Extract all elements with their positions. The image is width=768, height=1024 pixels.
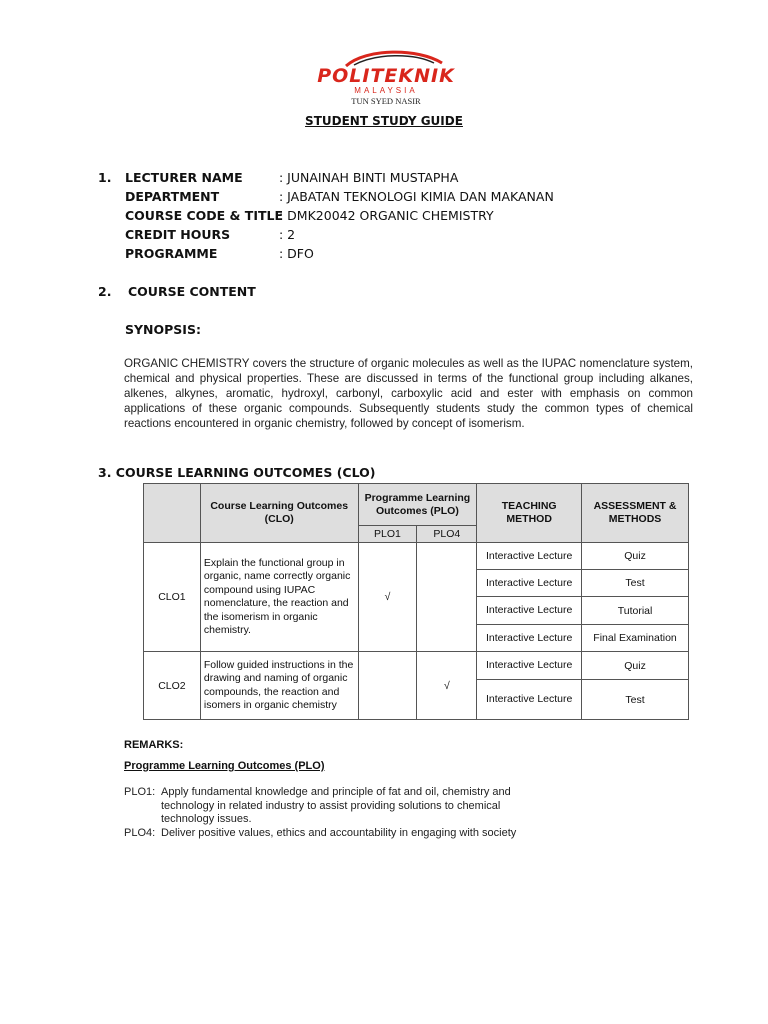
assessment-cell: Test	[582, 680, 689, 720]
section-2-number: 2.	[98, 284, 112, 299]
synopsis-label: SYNOPSIS:	[125, 322, 201, 337]
clo-heading: 3. COURSE LEARNING OUTCOMES (CLO)	[98, 465, 376, 480]
programme-value: : DFO	[279, 246, 314, 261]
teaching-method-cell: Interactive Lecture	[477, 597, 582, 625]
teaching-method-cell: Interactive Lecture	[477, 652, 582, 680]
credit-hours-value: : 2	[279, 227, 296, 242]
course-content-heading: COURSE CONTENT	[128, 284, 256, 299]
clo-header: Course Learning Outcomes (CLO)	[200, 484, 358, 543]
course-code-value: : DMK20042 ORGANIC CHEMISTRY	[279, 208, 494, 223]
clo2-description: Follow guided instructions in the drawing and naming of organic compounds, the reaction and isomers in organic chemistry	[200, 652, 358, 720]
table-row	[144, 543, 689, 570]
logo-subtitle: MALAYSIA	[354, 86, 418, 95]
politeknik-logo	[306, 50, 466, 106]
teaching-method-header: TEACHING METHOD	[477, 484, 582, 543]
department-value: : JABATAN TEKNOLOGI KIMIA DAN MAKANAN	[279, 189, 554, 204]
page-title: STUDENT STUDY GUIDE	[305, 114, 463, 128]
assessment-cell: Test	[582, 570, 689, 597]
teaching-method-cell: Interactive Lecture	[477, 570, 582, 597]
plo-remarks-list	[124, 786, 544, 840]
clo1-description: Explain the functional group in organic, name correctly organic compound using IUPAC nomenclature, the reaction and the isomerism in organic chemistry.	[200, 543, 358, 652]
synopsis-text: ORGANIC CHEMISTRY covers the structure of organic molecules as well as the IUPAC nomenclature system, chemical and physical properties. These are discussed in terms of the functional group including alkanes, alkenes, alkynes, aromatic, hydroxyl, carbonyl, carboxylic acid and ester with emphasis on common applications of these organic compounds. Subsequently students study the common types of chemical reactions encountered in organic chemistry, followed by concept of isomerism.	[124, 357, 693, 430]
clo-table	[143, 483, 689, 720]
assessment-cell: Quiz	[582, 543, 689, 570]
clo1-id: CLO1	[144, 543, 201, 652]
logo-wordmark: POLITEKNIK	[317, 65, 455, 87]
clo2-plo4-check: √	[417, 652, 477, 720]
assessment-cell: Final Examination	[582, 625, 689, 652]
clo1-plo4-check	[417, 543, 477, 652]
assessment-header: ASSESSMENT & METHODS	[582, 484, 689, 543]
plo1-key: PLO1:	[124, 786, 156, 798]
assessment-cell: Tutorial	[582, 597, 689, 625]
logo-campus: TUN SYED NASIR	[351, 96, 421, 106]
teaching-method-cell: Interactive Lecture	[477, 680, 582, 720]
plo4-key: PLO4:	[124, 826, 156, 839]
assessment-cell: Quiz	[582, 652, 689, 680]
teaching-method-cell: Interactive Lecture	[477, 543, 582, 570]
table-row	[144, 652, 689, 680]
clo2-plo1-check	[358, 652, 417, 720]
plo1-description: Apply fundamental knowledge and principle of fat and oil, chemistry and technology in related industry to assist providing solutions to chemical technology issues.	[161, 786, 511, 825]
clo-id-header-cell	[144, 484, 201, 543]
list-item	[124, 827, 544, 841]
section-1-number: 1.	[98, 170, 112, 185]
list-item	[124, 786, 544, 827]
plo4-header: PLO4	[417, 526, 477, 543]
lecturer-name-label: LECTURER NAME	[125, 170, 243, 185]
plo1-header: PLO1	[358, 526, 417, 543]
plo-remarks-heading: Programme Learning Outcomes (PLO)	[124, 760, 325, 772]
programme-label: PROGRAMME	[125, 246, 218, 261]
teaching-method-cell: Interactive Lecture	[477, 625, 582, 652]
department-label: DEPARTMENT	[125, 189, 220, 204]
remarks-label: REMARKS:	[124, 739, 184, 751]
plo-header: Programme Learning Outcomes (PLO)	[358, 484, 477, 526]
credit-hours-label: CREDIT HOURS	[125, 227, 231, 242]
lecturer-name-value: : JUNAINAH BINTI MUSTAPHA	[279, 170, 459, 185]
plo4-description: Deliver positive values, ethics and accountability in engaging with society	[161, 826, 517, 839]
course-code-label: COURSE CODE & TITLE	[125, 208, 283, 223]
clo1-plo1-check: √	[358, 543, 417, 652]
clo2-id: CLO2	[144, 652, 201, 720]
